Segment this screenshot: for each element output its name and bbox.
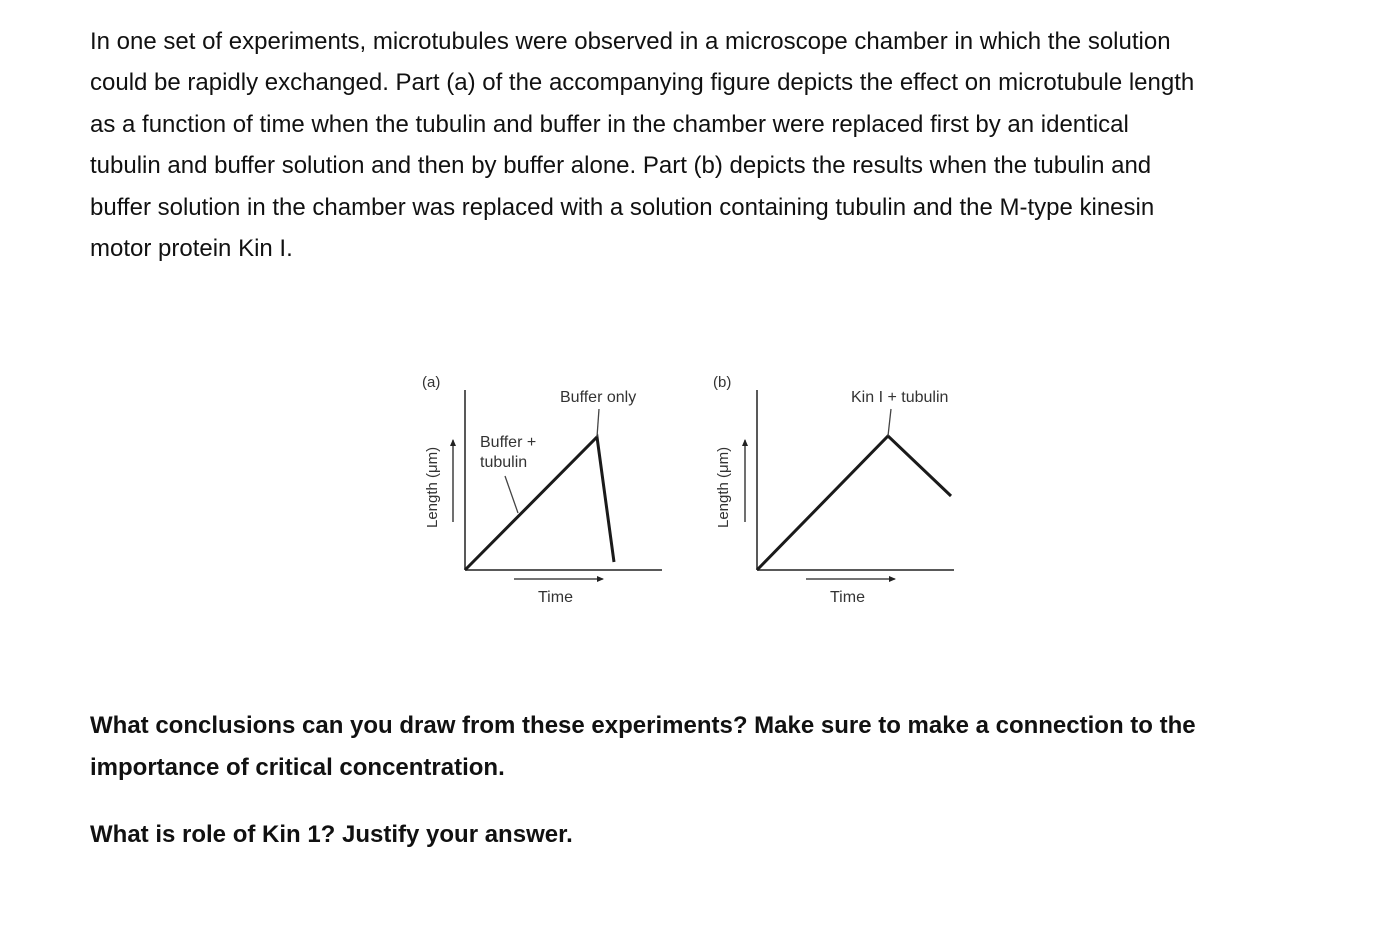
panel-a-buffer-only-label: Buffer only bbox=[560, 389, 637, 406]
panel-a-buffer-tubulin-pointer bbox=[505, 476, 518, 513]
panel-a bbox=[422, 374, 662, 606]
microtubule-length-figure bbox=[410, 360, 990, 620]
intro-line-2: could be rapidly exchanged. Part (a) of the accompanying figure depicts the effect on microtubule length bbox=[90, 69, 1195, 96]
intro-line-6: motor protein Kin I. bbox=[90, 235, 293, 262]
intro-line-4: tubulin and buffer solution and then by buffer alone. Part (b) depicts the results when the tubulin and bbox=[90, 152, 1152, 179]
panel-b-kin-tubulin-label: Kin I + tubulin bbox=[851, 389, 949, 406]
intro-line-5: buffer solution in the chamber was replaced with a solution containing tubulin and the M-type kinesin bbox=[90, 194, 1155, 221]
panel-b-x-axis-label: Time bbox=[830, 589, 865, 606]
panel-a-x-axis-label: Time bbox=[538, 589, 573, 606]
panel-a-y-axis-label: Length (μm) bbox=[424, 446, 441, 528]
question-1-line-1: What conclusions can you draw from these experiments? Make sure to make a connection to the bbox=[90, 712, 1196, 739]
question-2: What is role of Kin 1? Justify your answer. bbox=[90, 821, 573, 848]
intro-line-1: In one set of experiments, microtubules were observed in a microscope chamber in which the solution bbox=[90, 28, 1171, 55]
question-1-line-2: importance of critical concentration. bbox=[90, 754, 505, 781]
panel-a-buffer-tubulin-label-line2: tubulin bbox=[480, 454, 528, 471]
panel-a-buffer-only-pointer bbox=[597, 409, 599, 437]
panel-a-buffer-tubulin-label-line1: Buffer + bbox=[480, 434, 537, 451]
intro-line-3: as a function of time when the tubulin and buffer in the chamber were replaced first by an identical bbox=[90, 111, 1129, 138]
figure-svg bbox=[410, 360, 990, 620]
panel-b bbox=[713, 374, 954, 606]
panel-b-length-curve bbox=[757, 436, 951, 570]
panel-b-kin-pointer bbox=[888, 409, 891, 436]
panel-a-label: (a) bbox=[422, 374, 441, 391]
panel-b-y-axis-label: Length (μm) bbox=[715, 446, 732, 528]
panel-b-label: (b) bbox=[713, 374, 732, 391]
